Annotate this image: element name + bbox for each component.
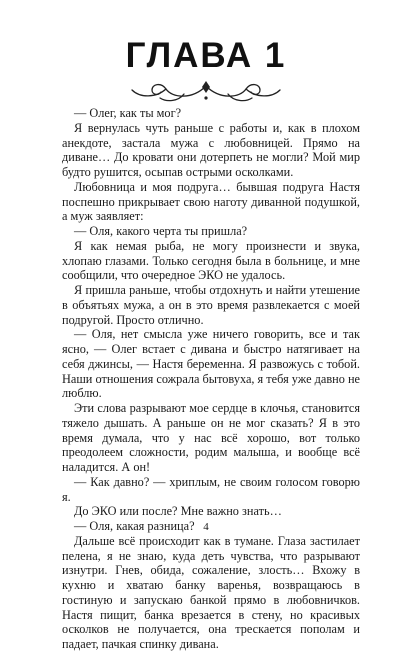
paragraph: До ЭКО или после? Мне важно знать… xyxy=(74,504,282,519)
paragraph: — Оля, какая разница? xyxy=(74,519,195,533)
chapter-body xyxy=(62,106,360,652)
paragraph: Я как немая рыба, не могу произнести и звука, хлопаю глазами. Только сегодня была в больнице, и мне сообщили, что очередное ЭКО не удалось. xyxy=(62,238,360,283)
paragraph: — Оля, нет смысла уже ничего говорить, все и так ясно, — Олег встает с дивана и быстро натягивает на себя джинсы, — Настя беременна. Я развожусь с тобой. Наши отношения сожрала бытовуха, я тебя уже давно не люблю. xyxy=(62,327,361,401)
paragraph: Я вернулась чуть раньше с работы и, как в плохом анекдоте, застала мужа с любовницей. Прямо на диване… До кровати они дотерпеть не могли? Мой мир будто рушится, осыпав острыми осколками. xyxy=(62,120,360,179)
page-number: 4 xyxy=(203,521,209,533)
paragraph: — Олег, как ты мог? xyxy=(74,106,182,120)
flourish-divider-icon xyxy=(126,78,286,104)
paragraph: — Как давно? — хриплым, не своим голосом говорю я. xyxy=(62,474,360,504)
paragraph: Любовница и моя подруга… бывшая подруга Настя поспешно прикрывает свою наготу диванной подушкой, а муж заявляет: xyxy=(62,179,360,224)
paragraph: — Оля, какого черта ты пришла? xyxy=(74,224,248,238)
paragraph: Я пришла раньше, чтобы отдохнуть и найти утешение в объятьях мужа, а он в это время развлекается с моей подругой. Просто отлично. xyxy=(62,283,360,327)
chapter-title: ГЛАВА 1 xyxy=(125,36,287,75)
paragraph: Дальше всё происходит как в тумане. Глаза застилает пелена, я не знаю, куда деть чувства, что разрывают изнутри. Гнев, обида, сожаление, злость… Вхожу в кухню и хватаю банку варенья, возвращаюсь в гостиную и запускаю банкой прямо в любовничков. Настя пищит, банка врезается в стену, но красивых осколков не получается, она трескается пополам и падает, пачкая спинку дивана. xyxy=(62,533,360,651)
paragraph: Эти слова разрывают мое сердце в клочья, становится тяжело дышать. А раньше он не мог сказать? Я в это время думала, что у нас всё хорошо, вот только преодолеем сложности, родим малыша, и вообще всё наладится. А он! xyxy=(62,401,360,474)
